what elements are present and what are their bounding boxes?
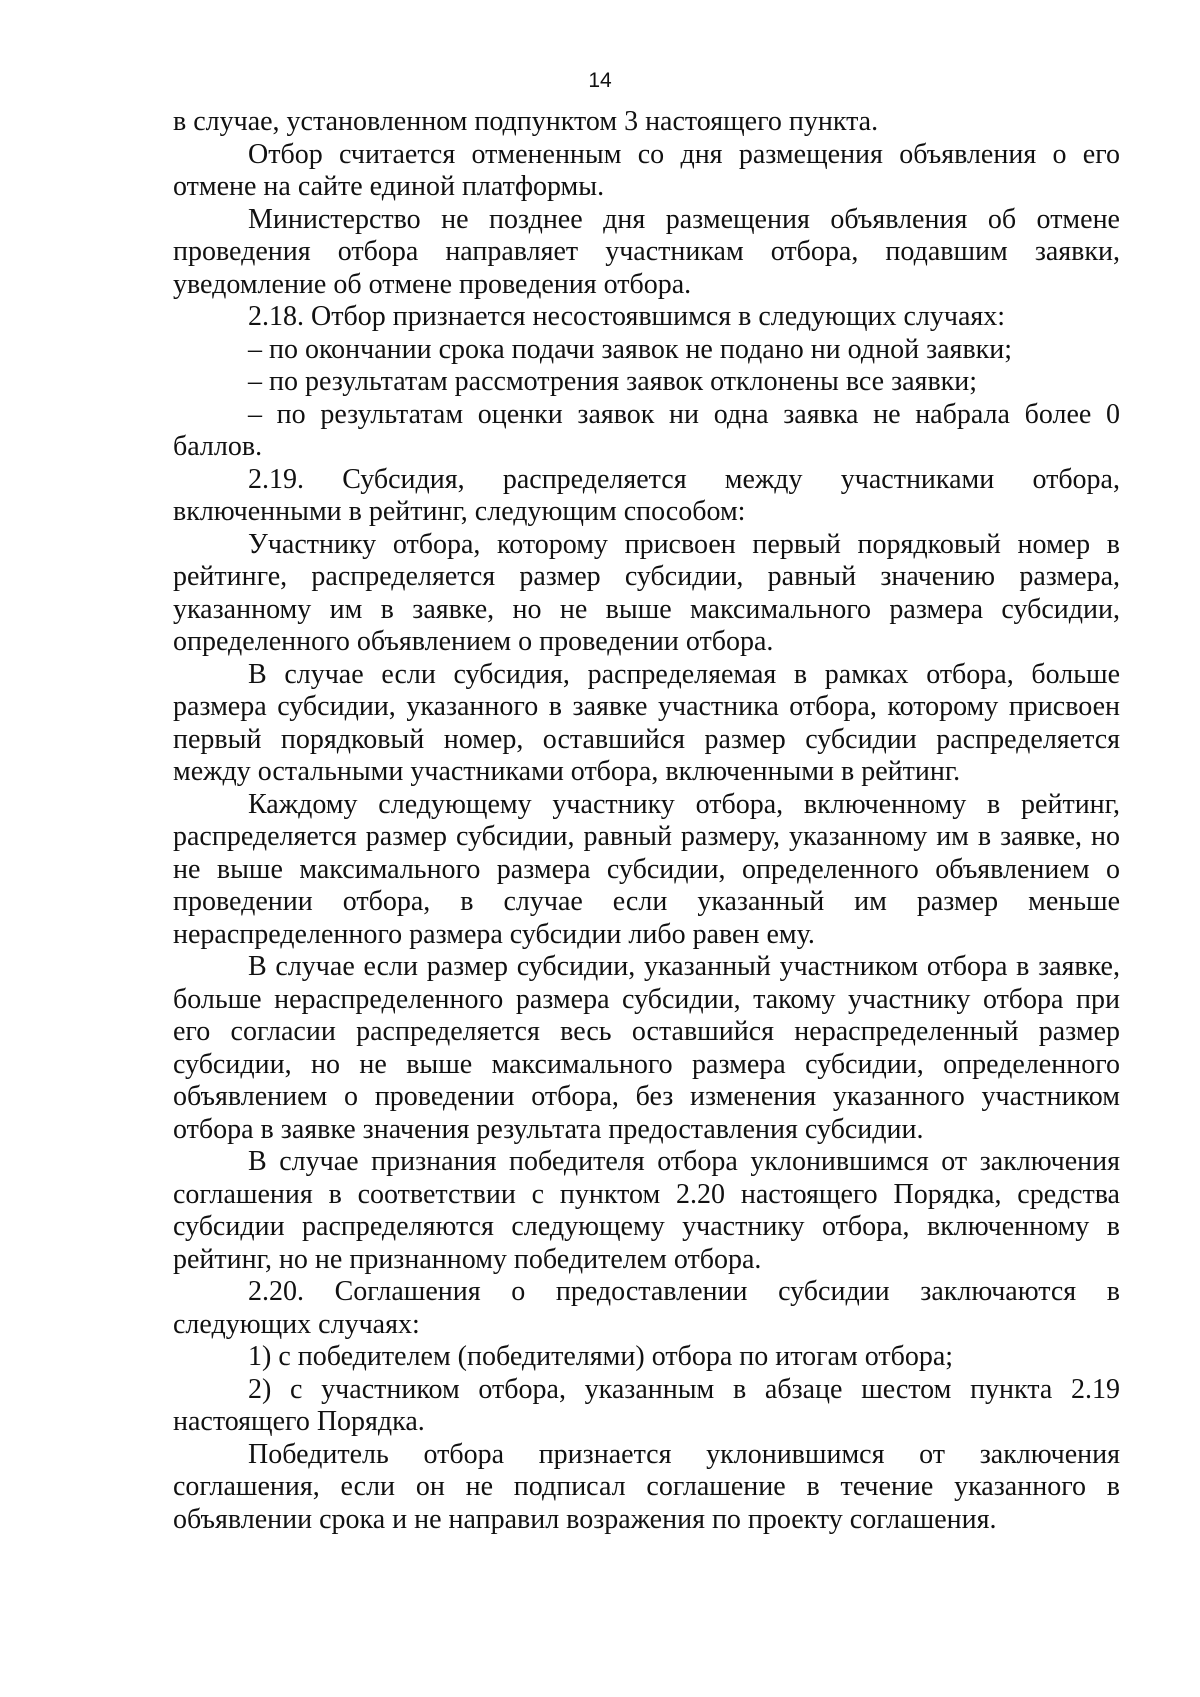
paragraph: В случае если размер субсидии, указанный участником отбора в заявке, больше нераспределенного размера субсидии, такому участнику отбора при его согласии распределяется весь оставшийся нераспределенный размер субсидии, но не выше максимального размера субсидии, определенного объявлением о проведении отбора, без изменения указанного участником отбора в заявке значения результата предоставления субсидии. <box>173 951 1120 1145</box>
paragraph: 2.18. Отбор признается несостоявшимся в следующих случаях: <box>248 301 1006 332</box>
paragraph: 2.20. Соглашения о предоставлении субсидии заключаются в следующих случаях: <box>173 1276 1120 1340</box>
paragraph: в случае, установленном подпунктом 3 настоящего пункта. <box>173 106 879 137</box>
paragraph: Отбор считается отмененным со дня размещения объявления о его отмене на сайте единой платформы. <box>173 138 1120 202</box>
list-item: 2) с участником отбора, указанным в абзаце шестом пункта 2.19 настоящего Порядка. <box>173 1373 1120 1437</box>
paragraph: Министерство не позднее дня размещения объявления об отмене проведения отбора направляет участникам отбора, подавшим заявки, уведомление об отмене проведения отбора. <box>173 203 1120 300</box>
paragraph: Каждому следующему участнику отбора, включенному в рейтинг, распределяется размер субсидии, равный размеру, указанному им в заявке, но не выше максимального размера субсидии, определенного объявлением о проведении отбора, в случае если указанный им размер меньше нераспределенного размера субсидии либо равен ему. <box>173 788 1120 950</box>
paragraph: В случае если субсидия, распределяемая в рамках отбора, больше размера субсидии, указанного в заявке участника отбора, которому присвоен первый порядковый номер, оставшийся размер субсидии распределяется между остальными участниками отбора, включенными в рейтинг. <box>173 658 1120 787</box>
list-item: 1) с победителем (победителями) отбора по итогам отбора; <box>248 1341 954 1372</box>
paragraph: Победитель отбора признается уклонившимся от заключения соглашения, если он не подписал соглашение в течение указанного в объявлении срока и не направил возражения по проекту соглашения. <box>173 1438 1120 1535</box>
document-body <box>173 106 1120 1536</box>
paragraph: 2.19. Субсидия, распределяется между участниками отбора, включенными в рейтинг, следующим способом: <box>173 463 1120 527</box>
list-item: – по окончании срока подачи заявок не подано ни одной заявки; <box>248 333 1013 365</box>
paragraph: Участнику отбора, которому присвоен первый порядковый номер в рейтинге, распределяется размер субсидии, равный значению размера, указанному им в заявке, но не выше максимального размера субсидии, определенного объявлением о проведении отбора. <box>173 528 1120 657</box>
page-number: 14 <box>588 69 612 92</box>
list-item: – по результатам рассмотрения заявок отклонены все заявки; <box>248 366 978 397</box>
paragraph: В случае признания победителя отбора уклонившимся от заключения соглашения в соответствии с пунктом 2.20 настоящего Порядка, средства субсидии распределяются следующему участнику отбора, включенному в рейтинг, но не признанному победителем отбора. <box>173 1146 1120 1275</box>
list-item: – по результатам оценки заявок ни одна заявка не набрала более 0 баллов. <box>173 398 1120 462</box>
